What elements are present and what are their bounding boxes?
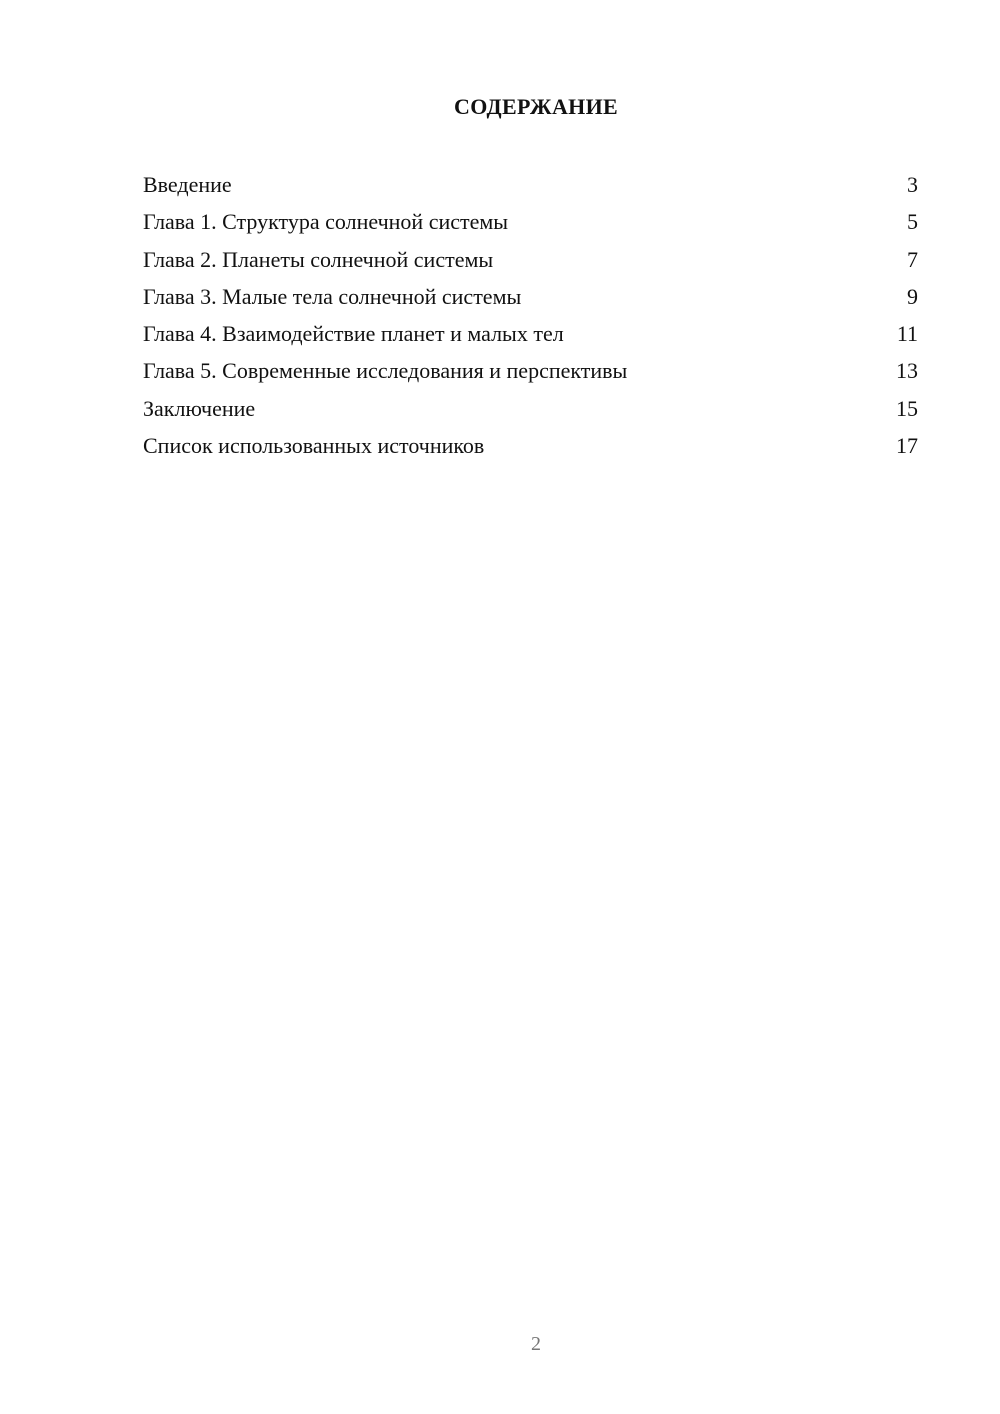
toc-entry-page: 5 <box>907 209 918 235</box>
toc-entry-page: 7 <box>907 246 918 272</box>
page-title: СОДЕРЖАНИЕ <box>454 94 618 119</box>
toc-entry-label: Список использованных источников <box>143 433 485 459</box>
toc-entry-chapter-5 <box>143 355 918 392</box>
toc-entry-page: 15 <box>896 395 918 421</box>
toc-entry-label: Глава 1. Структура солнечной системы <box>143 209 509 235</box>
toc-entry-label: Заключение <box>143 395 256 421</box>
table-of-contents <box>143 169 918 467</box>
toc-entry-conclusion <box>143 393 918 430</box>
toc-entry-references <box>143 430 918 467</box>
toc-entry-chapter-4 <box>143 318 918 355</box>
toc-entry-chapter-1 <box>143 206 918 243</box>
page-number: 2 <box>531 1333 541 1355</box>
toc-entry-label: Глава 5. Современные исследования и перспективы <box>143 358 628 384</box>
toc-entry-chapter-3 <box>143 281 918 318</box>
toc-entry-label: Введение <box>143 172 232 197</box>
toc-entry-page: 17 <box>896 433 918 459</box>
toc-entry-label: Глава 2. Планеты солнечной системы <box>143 246 494 272</box>
toc-entry-chapter-2 <box>143 244 918 281</box>
toc-entry-introduction <box>143 169 918 206</box>
toc-entry-page: 9 <box>907 283 918 309</box>
toc-entry-page: 13 <box>896 358 918 384</box>
toc-entry-label: Глава 4. Взаимодействие планет и малых тел <box>143 321 564 347</box>
toc-entry-label: Глава 3. Малые тела солнечной системы <box>143 283 522 309</box>
toc-entry-page: 3 <box>907 172 918 197</box>
toc-entry-page: 11 <box>896 321 918 347</box>
